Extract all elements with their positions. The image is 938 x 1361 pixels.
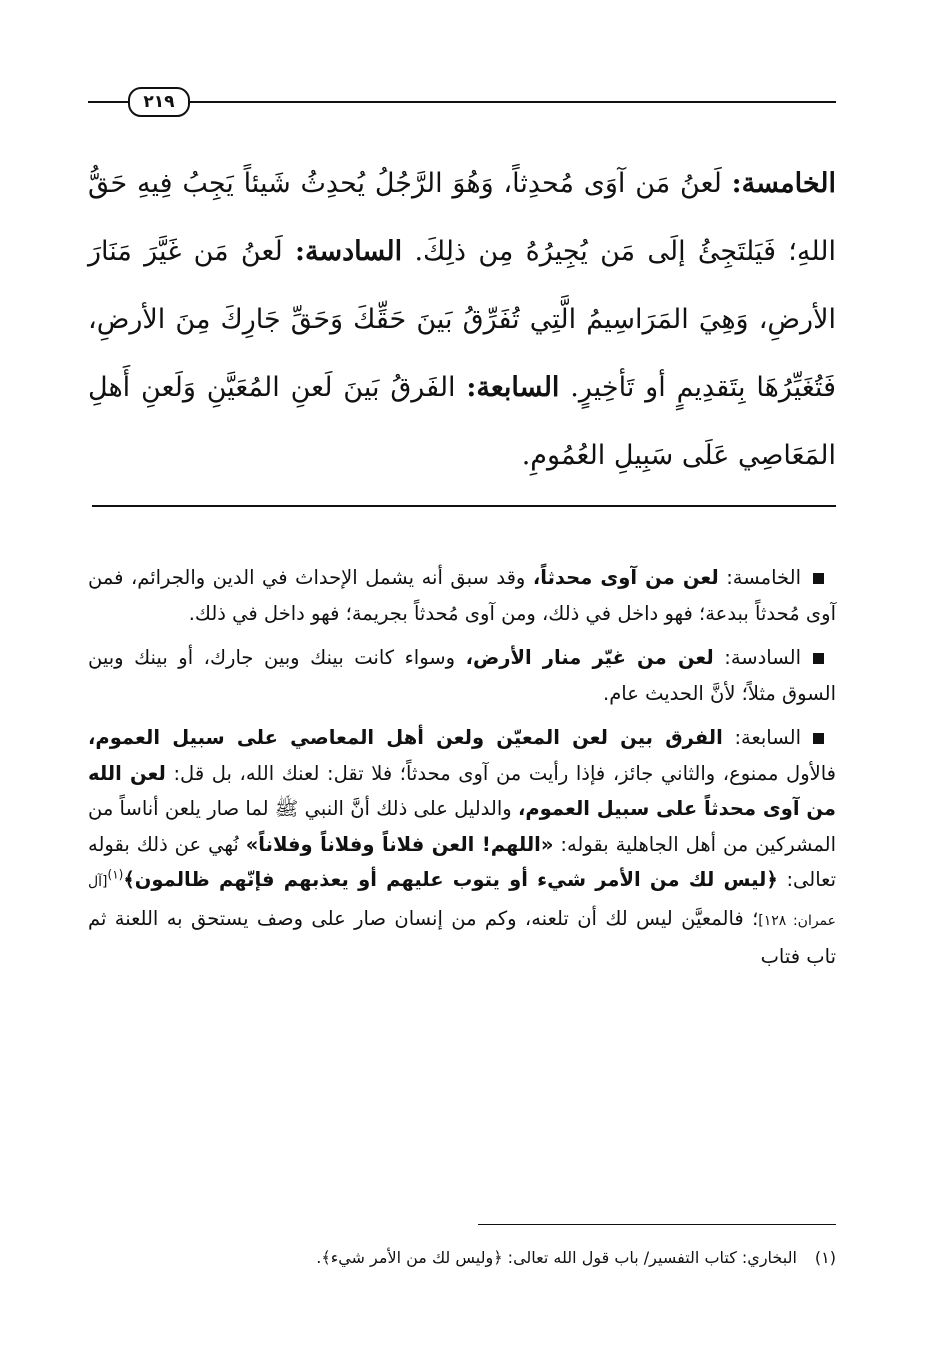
square-bullet-icon bbox=[813, 573, 824, 584]
commentary-paragraph-seventh bbox=[88, 720, 836, 975]
commentary-emphasis: لعن الله من آوى محدثاً على سبيل العموم، bbox=[88, 761, 836, 820]
quran-verse: ﴿ليس لك من الأمر شيء أو يتوب عليهم أو يعذبهم فإنّهم ظالمون﴾ bbox=[123, 868, 778, 891]
matn-term-sixth: السادسة: bbox=[295, 236, 403, 267]
footnote-number: (١) bbox=[814, 1248, 836, 1267]
commentary-body: والدليل على ذلك أنَّ النبي ﷺ لما صار يلعن أناساً من المشركين من أهل الجاهلية بقوله: bbox=[88, 797, 836, 856]
page-number-badge: ٢١٩ bbox=[128, 87, 190, 117]
footnote-divider bbox=[478, 1224, 836, 1225]
matn-text bbox=[88, 150, 836, 490]
commentary-heading: لعن من غيّر منار الأرض، bbox=[465, 646, 714, 669]
footnote-text: البخاري: كتاب التفسير/ باب قول الله تعالى: ﴿وليس لك من الأمر شيء﴾. bbox=[316, 1248, 797, 1267]
commentary-body: وسواء كانت بينك وبين جارك، أو بينك وبين السوق مثلاً؛ لأنَّ الحديث عام. bbox=[88, 646, 836, 705]
square-bullet-icon bbox=[813, 733, 824, 744]
matn-text-fifth: لَعنُ مَن آوَى مُحدِثاً، وَهُوَ الرَّجُلُ يُحدِثُ شَيئاً يَجِبُ فِيهِ حَقُّ اللهِ؛ فَيَلتَجِئُ إلَى مَن يُجِيرُهُ مِن ذلِكَ. bbox=[88, 168, 836, 267]
commentary-heading: الفرق بين لعن المعيّن ولعن أهل المعاصي على سبيل العموم، bbox=[88, 726, 723, 749]
commentary-body: فالأول ممنوع، والثاني جائز، فإذا رأيت من آوى محدثاً؛ فلا تقل: لعنك الله، بل قل: bbox=[173, 761, 836, 785]
matn-text-seventh: الفَرقُ بَينَ لَعنِ المُعَيَّنِ وَلَعنِ أَهلِ المَعَاصِي عَلَى سَبِيلِ العُمُومِ. bbox=[88, 372, 836, 471]
header-rule bbox=[88, 101, 836, 103]
commentary-label: الخامسة: bbox=[726, 566, 801, 589]
commentary-body: وقد سبق أنه يشمل الإحداث في الدين والجرائم، فمن آوى مُحدثاً ببدعة؛ فهو داخل في ذلك، ومن آوى مُحدثاً بجريمة؛ فهو داخل في ذلك. bbox=[88, 566, 836, 625]
commentary-body: نُهي عن ذلك بقوله تعالى: bbox=[88, 832, 836, 891]
matn-term-seventh: السابعة: bbox=[466, 372, 560, 403]
commentary-paragraph-sixth bbox=[88, 640, 836, 711]
commentary-paragraph-fifth bbox=[88, 560, 836, 631]
commentary-label: السادسة: bbox=[724, 646, 801, 669]
footnote-ref[interactable]: (١) bbox=[107, 867, 124, 882]
verse-citation: [آل عمران: ١٢٨] bbox=[88, 874, 837, 929]
commentary bbox=[88, 560, 836, 984]
footnote bbox=[88, 1244, 836, 1272]
hadith-quote: «اللهم! العن فلاناً وفلاناً وفلاناً» bbox=[245, 832, 554, 856]
square-bullet-icon bbox=[813, 653, 824, 664]
commentary-body: ؛ فالمعيَّن ليس لك أن تلعنه، وكم من إنسان صار على وصف يستحق به اللعنة ثم تاب فتاب bbox=[88, 906, 836, 968]
commentary-heading: لعن من آوى محدثاً، bbox=[532, 566, 719, 589]
matn-text-sixth: لَعنُ مَن غَيَّرَ مَنَارَ الأرضِ، وَهِيَ المَرَاسِيمُ الَّتِي تُفَرِّقُ بَينَ حَقِّكَ وَحَقِّ جَارِكَ مِنَ الأرضِ، فَتُغَيِّرُهَا بِتَقدِيمٍ أو تَأخِيرٍ. bbox=[88, 236, 836, 403]
section-divider bbox=[92, 505, 836, 507]
matn-term-fifth: الخامسة: bbox=[731, 168, 836, 199]
commentary-label: السابعة: bbox=[734, 726, 801, 749]
